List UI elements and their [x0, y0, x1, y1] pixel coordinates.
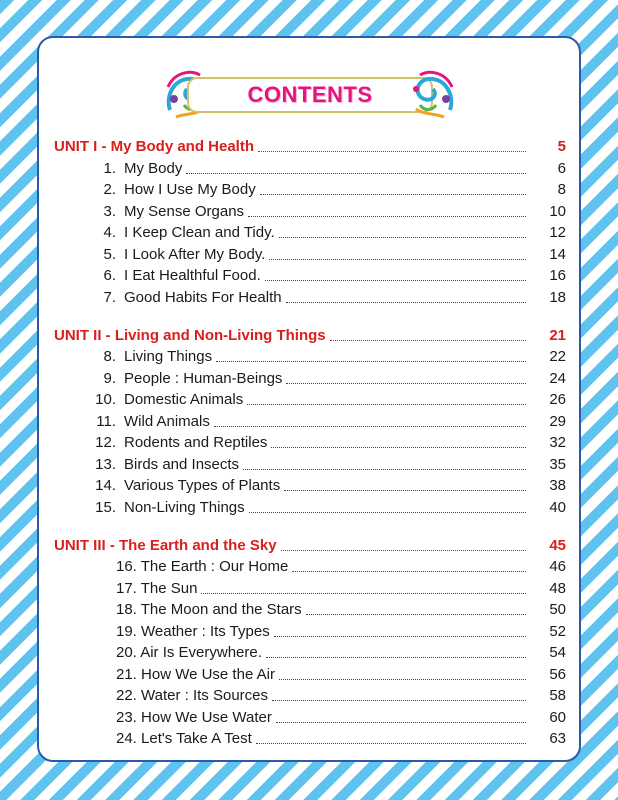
chapter-title: Non-Living Things — [124, 499, 245, 516]
chapter-title: People : Human-Beings — [124, 370, 283, 387]
page-number: 14 — [549, 246, 566, 263]
chapter-title: Living Things — [124, 348, 213, 365]
page-number: 46 — [549, 558, 566, 575]
toc-row — [54, 686, 566, 706]
toc-row — [54, 159, 566, 179]
chapter-title: Wild Animals — [124, 413, 210, 430]
page-number: 45 — [549, 537, 566, 554]
dot-leader — [266, 657, 526, 658]
toc-row — [54, 708, 566, 728]
dot-leader — [216, 361, 526, 362]
page-number: 24 — [549, 370, 566, 387]
dot-leader — [258, 151, 526, 152]
toc-row — [54, 288, 566, 308]
chapter-title: 24. Let's Take A Test — [116, 730, 252, 747]
page-number: 58 — [549, 687, 566, 704]
page-number: 54 — [549, 644, 566, 661]
dot-leader — [286, 383, 526, 384]
toc-row — [54, 347, 566, 367]
title-banner — [160, 65, 460, 125]
page-number: 63 — [549, 730, 566, 747]
toc-row — [54, 665, 566, 685]
page-number: 6 — [557, 160, 566, 177]
toc-row — [54, 412, 566, 432]
chapter-title: 22. Water : Its Sources — [116, 687, 268, 704]
toc-row — [54, 369, 566, 389]
toc-row — [54, 223, 566, 243]
dot-leader — [260, 194, 526, 195]
page-number: 22 — [549, 348, 566, 365]
title-box — [187, 77, 433, 113]
page-number: 48 — [549, 580, 566, 597]
toc-row — [54, 180, 566, 200]
toc-row — [54, 202, 566, 222]
chapter-title: I Keep Clean and Tidy. — [124, 224, 275, 241]
dot-leader — [256, 743, 526, 744]
dot-leader — [265, 280, 526, 281]
page-number: 21 — [549, 327, 566, 344]
dot-leader — [201, 593, 526, 594]
toc-row — [54, 476, 566, 496]
chapter-number: 13. — [95, 456, 116, 473]
dot-leader — [243, 469, 526, 470]
chapter-title: 21. How We Use the Air — [116, 666, 275, 683]
chapter-number: 8. — [103, 348, 116, 365]
chapter-number: 1. — [103, 160, 116, 177]
chapter-title: Various Types of Plants — [124, 477, 281, 494]
unit-heading-row — [54, 326, 566, 346]
chapter-title: 23. How We Use Water — [116, 709, 272, 726]
toc-row — [54, 557, 566, 577]
dot-leader — [271, 447, 526, 448]
page-number: 38 — [549, 477, 566, 494]
unit-heading: UNIT II - Living and Non-Living Things — [54, 327, 326, 344]
right-swirl-ornament-icon — [400, 65, 460, 125]
dot-leader — [279, 237, 526, 238]
page-number: 32 — [549, 434, 566, 451]
chapter-title: 18. The Moon and the Stars — [116, 601, 302, 618]
chapter-title: My Sense Organs — [124, 203, 245, 220]
chapter-number: 4. — [103, 224, 116, 241]
dot-leader — [306, 614, 526, 615]
dot-leader — [286, 302, 526, 303]
dot-leader — [269, 259, 526, 260]
page-number: 52 — [549, 623, 566, 640]
page-number: 56 — [549, 666, 566, 683]
dot-leader — [248, 216, 526, 217]
page-number: 29 — [549, 413, 566, 430]
toc-row — [54, 622, 566, 642]
chapter-title: 20. Air Is Everywhere. — [116, 644, 262, 661]
page-number: 12 — [549, 224, 566, 241]
chapter-title: I Eat Healthful Food. — [124, 267, 261, 284]
chapter-number: 10. — [95, 391, 116, 408]
page-number: 60 — [549, 709, 566, 726]
dot-leader — [330, 340, 526, 341]
page-number: 5 — [557, 138, 566, 155]
dot-leader — [279, 679, 526, 680]
toc-row — [54, 498, 566, 518]
dot-leader — [276, 722, 526, 723]
toc-row — [54, 245, 566, 265]
toc-row — [54, 600, 566, 620]
chapter-number: 9. — [103, 370, 116, 387]
unit-heading: UNIT III - The Earth and the Sky — [54, 537, 277, 554]
dot-leader — [272, 700, 526, 701]
dot-leader — [249, 512, 526, 513]
chapter-title: I Look After My Body. — [124, 246, 266, 263]
chapter-number: 2. — [103, 181, 116, 198]
chapter-title: Rodents and Reptiles — [124, 434, 268, 451]
chapter-title: Domestic Animals — [124, 391, 244, 408]
dot-leader — [281, 550, 526, 551]
chapter-title: How I Use My Body — [124, 181, 256, 198]
dot-leader — [186, 173, 526, 174]
toc-row — [54, 455, 566, 475]
toc-row — [54, 433, 566, 453]
toc-row — [54, 643, 566, 663]
unit-heading: UNIT I - My Body and Health — [54, 138, 255, 155]
dot-leader — [247, 404, 526, 405]
page-number: 35 — [549, 456, 566, 473]
page-number: 16 — [549, 267, 566, 284]
page-number: 18 — [549, 289, 566, 306]
chapter-title: Good Habits For Health — [124, 289, 282, 306]
chapter-number: 5. — [103, 246, 116, 263]
toc-row — [54, 266, 566, 286]
page-number: 50 — [549, 601, 566, 618]
dot-leader — [214, 426, 526, 427]
chapter-title: 17. The Sun — [116, 580, 198, 597]
page-number: 26 — [549, 391, 566, 408]
chapter-title: My Body — [124, 160, 183, 177]
chapter-title: 16. The Earth : Our Home — [116, 558, 289, 575]
chapter-title: Birds and Insects — [124, 456, 240, 473]
page-number: 8 — [557, 181, 566, 198]
toc-row — [54, 729, 566, 749]
page-number: 10 — [549, 203, 566, 220]
chapter-number: 11. — [96, 413, 116, 430]
chapter-number: 12. — [95, 434, 116, 451]
chapter-number: 3. — [103, 203, 116, 220]
page-number: 40 — [549, 499, 566, 516]
dot-leader — [274, 636, 526, 637]
unit-heading-row — [54, 536, 566, 556]
page-title: CONTENTS — [247, 82, 373, 107]
chapter-number: 6. — [103, 267, 116, 284]
chapter-title: 19. Weather : Its Types — [116, 623, 270, 640]
chapter-number: 7. — [103, 289, 116, 306]
toc-row — [54, 579, 566, 599]
dot-leader — [292, 571, 526, 572]
toc-row — [54, 390, 566, 410]
chapter-number: 14. — [95, 477, 116, 494]
dot-leader — [284, 490, 526, 491]
unit-heading-row — [54, 137, 566, 157]
chapter-number: 15. — [95, 499, 116, 516]
